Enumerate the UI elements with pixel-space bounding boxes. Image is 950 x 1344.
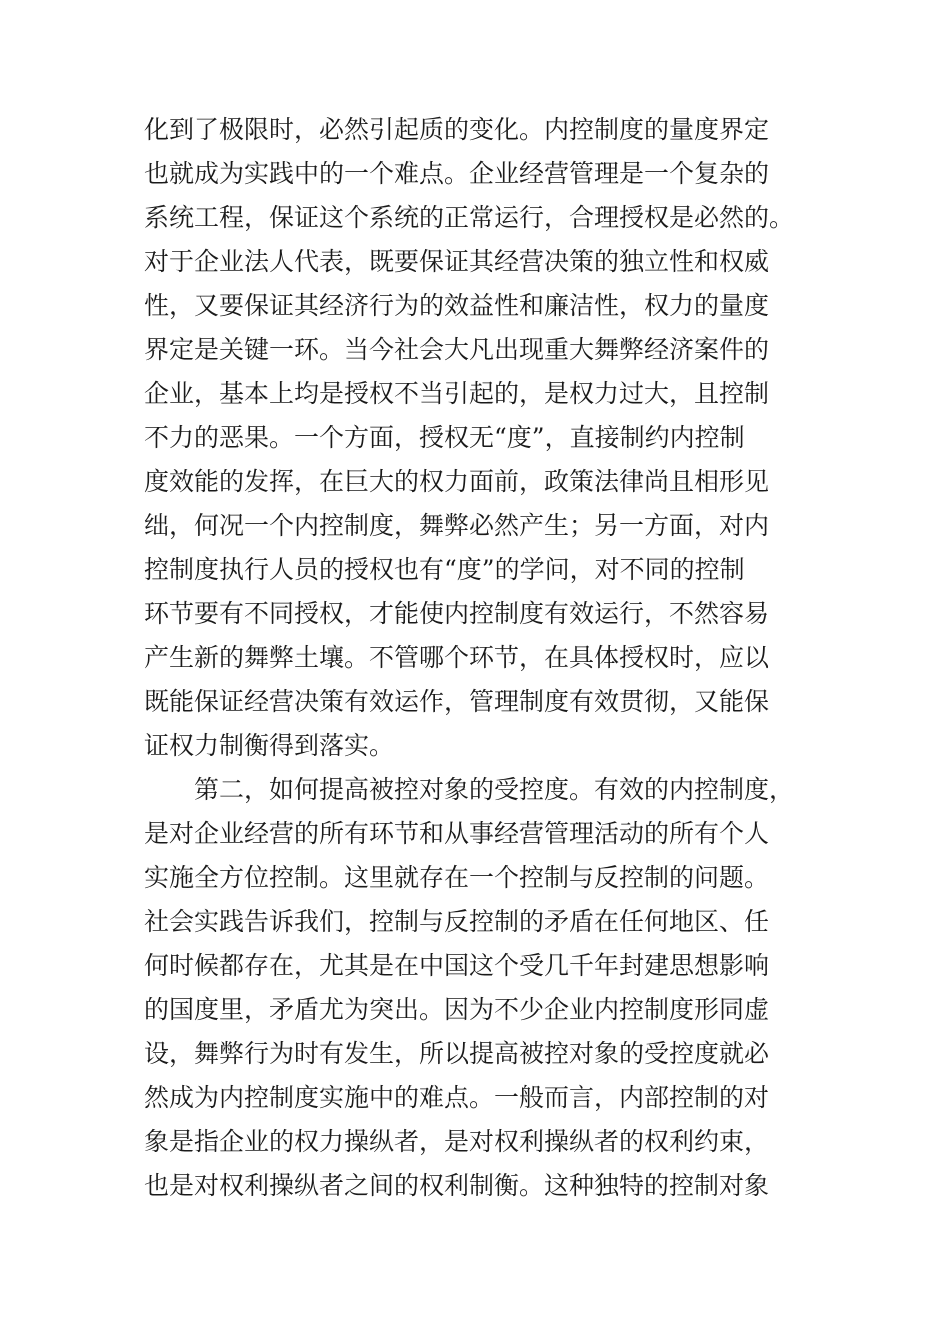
text-line: 实施全方位控制。这里就存在一个控制与反控制的问题。 <box>144 863 770 892</box>
text-line: 不力的恶果。一个方面，授权无“度”，直接制约内控制 <box>144 423 745 452</box>
text-line: 既能保证经营决策有效运作，管理制度有效贯彻，又能保 <box>144 687 770 716</box>
text-line: 然成为内控制度实施中的难点。一般而言，内部控制的对 <box>144 1083 770 1112</box>
text-line: 系统工程，保证这个系统的正常运行，合理授权是必然的。 <box>144 203 795 232</box>
text-line: 象是指企业的权力操纵者，是对权利操纵者的权利约束， <box>144 1127 770 1156</box>
text-line: 何时候都存在，尤其是在中国这个受几千年封建思想影响 <box>144 951 770 980</box>
text-line: 企业，基本上均是授权不当引起的，是权力过大，且控制 <box>144 379 770 408</box>
text-line: 化到了极限时，必然引起质的变化。内控制度的量度界定 <box>144 115 770 144</box>
text-line: 对于企业法人代表，既要保证其经营决策的独立性和权威 <box>144 247 770 276</box>
text-line: 性，又要保证其经济行为的效益性和廉洁性，权力的量度 <box>144 291 770 320</box>
text-line-first-indented: 第二，如何提高被控对象的受控度。有效的内控制度， <box>194 775 795 804</box>
text-line: 界定是关键一环。当今社会大凡出现重大舞弊经济案件的 <box>144 335 770 364</box>
text-line: 也是对权利操纵者之间的权利制衡。这种独特的控制对象 <box>144 1171 770 1200</box>
text-line: 产生新的舞弊土壤。不管哪个环节，在具体授权时，应以 <box>144 643 770 672</box>
text-line: 环节要有不同授权，才能使内控制度有效运行，不然容易 <box>144 599 770 628</box>
text-line: 的国度里，矛盾尤为突出。因为不少企业内控制度形同虚 <box>144 995 770 1024</box>
paragraph-1 <box>144 108 804 768</box>
text-line: 证权力制衡得到落实。 <box>144 731 395 760</box>
body-text <box>144 108 804 1208</box>
text-line: 控制度执行人员的授权也有“度”的学问，对不同的控制 <box>144 555 745 584</box>
text-line: 设，舞弊行为时有发生，所以提高被控对象的受控度就必 <box>144 1039 770 1068</box>
text-line: 社会实践告诉我们，控制与反控制的矛盾在任何地区、任 <box>144 907 770 936</box>
text-line: 绌，何况一个内控制度，舞弊必然产生；另一方面，对内 <box>144 511 770 540</box>
text-line: 也就成为实践中的一个难点。企业经营管理是一个复杂的 <box>144 159 770 188</box>
text-line: 度效能的发挥，在巨大的权力面前，政策法律尚且相形见 <box>144 467 770 496</box>
text-line: 是对企业经营的所有环节和从事经营管理活动的所有个人 <box>144 819 770 848</box>
paragraph-2 <box>144 768 804 1208</box>
